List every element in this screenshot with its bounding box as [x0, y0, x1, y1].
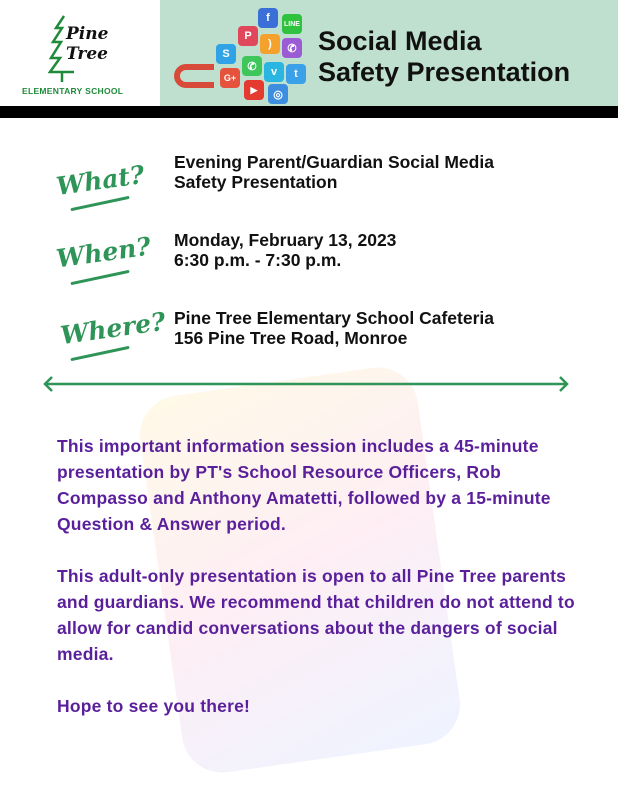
instagram-icon: ◎: [268, 84, 288, 104]
title-banner: [160, 0, 618, 106]
viber-icon: ✆: [282, 38, 302, 58]
vimeo-icon: v: [264, 62, 284, 82]
double-arrow-divider: [42, 374, 570, 394]
pinterest-icon: P: [238, 26, 258, 46]
whatsapp-icon: ✆: [242, 56, 262, 76]
logo-line2: Tree: [66, 44, 109, 64]
school-logo: [0, 0, 160, 106]
youtube-icon: ▶: [244, 80, 264, 100]
description: [57, 433, 597, 745]
skype-icon: S: [216, 44, 236, 64]
what-line1: Evening Parent/Guardian Social Media: [174, 152, 494, 172]
magnet-figure: [174, 64, 214, 88]
when-line2: 6:30 p.m. - 7:30 p.m.: [174, 250, 342, 270]
header-divider: [0, 106, 618, 118]
description-paragraph-1: This important information session includes a 45-minute presentation by PT's School Resource Officers, Rob Compasso and Anthony Amatetti, followed by a 15-minute Question & Answer period.: [57, 436, 551, 534]
underline-stroke: [70, 346, 129, 361]
where-line2: 156 Pine Tree Road, Monroe: [174, 328, 408, 348]
when-label: When?: [54, 231, 153, 274]
logo-line1: Pine: [66, 24, 109, 44]
where-line1: Pine Tree Elementary School Cafeteria: [174, 308, 494, 328]
facebook-icon: f: [258, 8, 278, 28]
rss-icon: ): [260, 34, 280, 54]
twitter-icon: t: [286, 64, 306, 84]
social-media-icons-illustration: [170, 4, 310, 104]
where-label: Where?: [58, 306, 168, 351]
what-label: What?: [54, 159, 147, 202]
underline-stroke: [70, 270, 129, 285]
closing-line: Hope to see you there!: [57, 696, 251, 716]
logo-subtitle: ELEMENTARY SCHOOL: [22, 86, 124, 96]
line-icon: LINE: [282, 14, 302, 34]
what-line2: Safety Presentation: [174, 172, 338, 192]
google-plus-icon: G+: [220, 68, 240, 88]
page-title: Social Media Safety Presentation: [318, 26, 571, 87]
header: [0, 0, 618, 106]
description-paragraph-2: This adult-only presentation is open to all Pine Tree parents and guardians. We recommend that children do not attend to allow for candid conversations about the dangers of social media.: [57, 566, 575, 664]
when-line1: Monday, February 13, 2023: [174, 230, 397, 250]
